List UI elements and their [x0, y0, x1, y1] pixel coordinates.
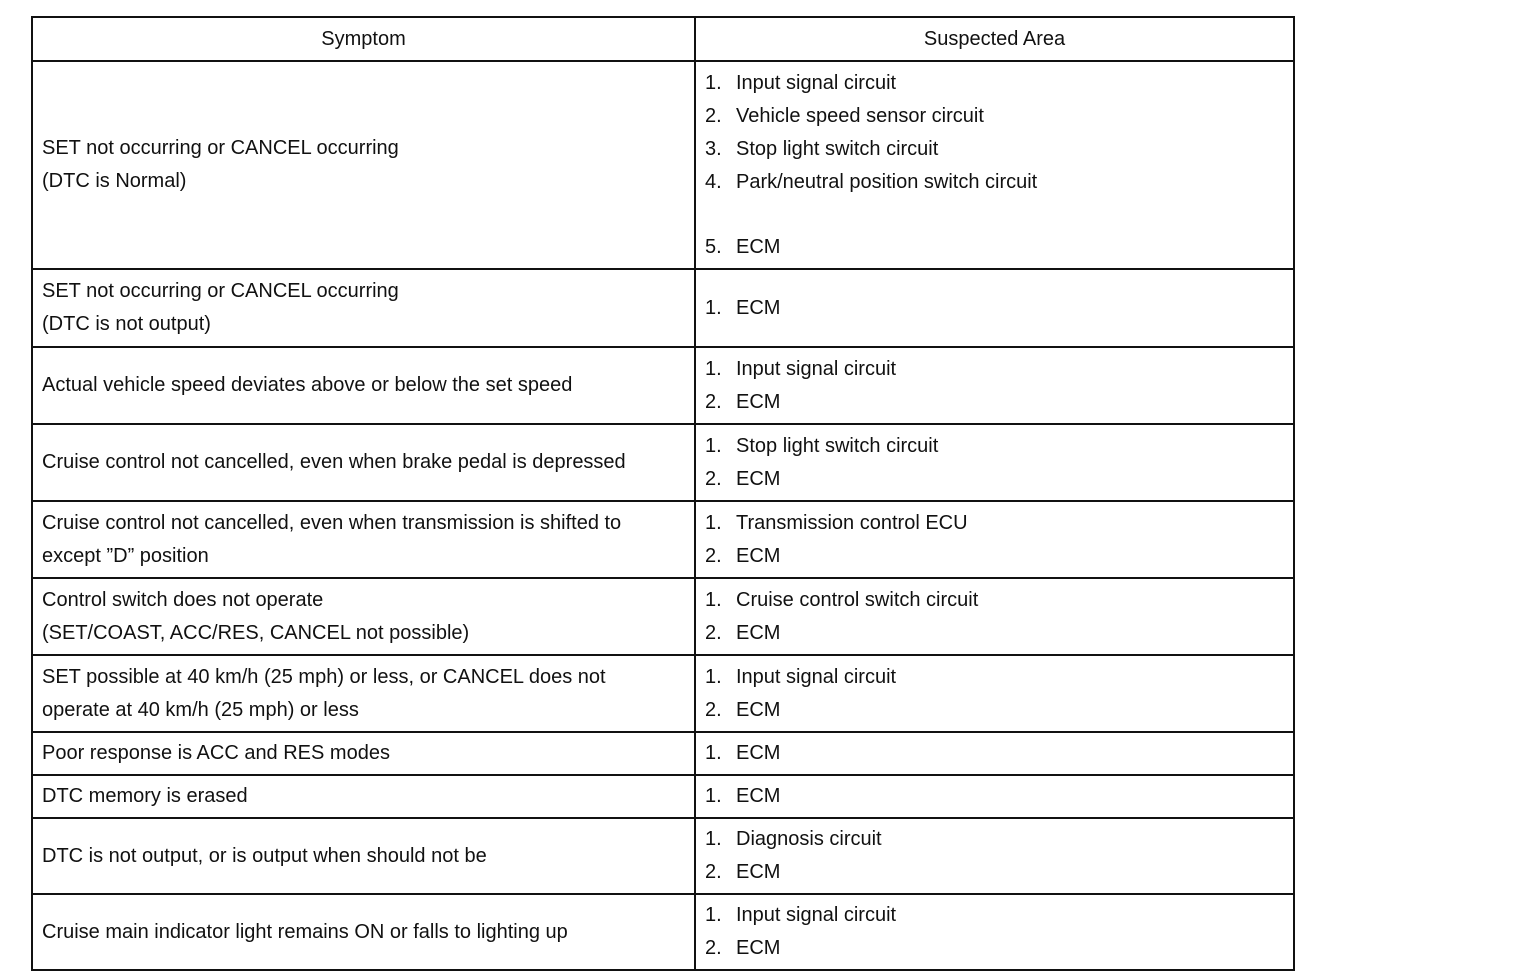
item-number: 1. — [705, 785, 722, 807]
table-header-row — [32, 17, 1294, 61]
area-list-item — [705, 737, 1293, 770]
area-list-item — [705, 100, 1293, 133]
area-list-item — [705, 661, 1293, 694]
symptom-cell — [32, 732, 695, 775]
area-list-item — [705, 463, 1293, 496]
suspected-area-cell — [695, 501, 1294, 578]
item-number: 2. — [705, 621, 722, 644]
item-number: 2. — [705, 390, 722, 413]
item-number: 2. — [705, 544, 722, 567]
item-number: 1. — [705, 828, 722, 850]
area-list-item — [705, 353, 1293, 386]
symptom-cell — [32, 347, 695, 424]
symptom-cell — [32, 61, 695, 269]
suspected-area-cell — [695, 347, 1294, 424]
symptom-cell — [32, 501, 695, 578]
item-number: 2. — [705, 698, 722, 721]
symptom-column-header: Symptom — [32, 17, 695, 61]
item-text: ECM — [736, 937, 781, 959]
item-number: 1. — [705, 665, 722, 688]
suspected-area-cell — [695, 578, 1294, 655]
symptom-text: Cruise main indicator light remains ON or falls to lighting up — [42, 920, 568, 943]
item-text: ECM — [736, 785, 781, 807]
item-text: Stop light switch circuit — [736, 137, 939, 160]
symptom-cell — [32, 894, 695, 970]
suspected-area-cell — [695, 894, 1294, 970]
item-number: 1. — [705, 357, 722, 380]
item-text: ECM — [736, 621, 781, 644]
suspected-area-cell — [695, 269, 1294, 347]
suspected-area-cell — [695, 818, 1294, 894]
item-text: ECM — [736, 235, 781, 258]
area-list-item — [705, 430, 1293, 463]
item-number: 3. — [705, 137, 722, 160]
symptom-cell — [32, 269, 695, 347]
symptom-text: Poor response is ACC and RES modes — [42, 742, 390, 764]
area-list-item — [705, 780, 1293, 813]
symptom-text: Actual vehicle speed deviates above or below the set speed — [42, 374, 573, 396]
symptom-text: operate at 40 km/h (25 mph) or less — [42, 698, 359, 721]
table-row — [32, 655, 1294, 732]
suspected-area-cell — [695, 732, 1294, 775]
area-list-item — [705, 231, 1293, 264]
area-list-item — [705, 507, 1293, 540]
area-list-item — [705, 823, 1293, 856]
item-text: ECM — [736, 861, 781, 883]
item-text: Input signal circuit — [736, 665, 897, 688]
symptom-text: Cruise control not cancelled, even when brake pedal is depressed — [42, 451, 626, 473]
item-text: Cruise control switch circuit — [736, 588, 979, 611]
suspected-area-cell — [695, 775, 1294, 818]
area-list-item — [705, 617, 1293, 650]
item-number: 1. — [705, 296, 722, 319]
table-row — [32, 818, 1294, 894]
suspected-area-cell — [695, 424, 1294, 501]
item-text: ECM — [736, 742, 781, 764]
area-list-item — [705, 694, 1293, 727]
symptom-text: (DTC is Normal) — [42, 170, 187, 192]
table-row — [32, 347, 1294, 424]
item-text: ECM — [736, 467, 781, 490]
table-row — [32, 501, 1294, 578]
item-number: 2. — [705, 467, 722, 490]
table-row — [32, 269, 1294, 347]
item-text: Vehicle speed sensor circuit — [736, 104, 984, 127]
item-number: 1. — [705, 588, 722, 611]
item-text: Diagnosis circuit — [736, 828, 882, 850]
area-list-item — [705, 386, 1293, 419]
item-number: 1. — [705, 434, 722, 457]
suspected-area-column-header: Suspected Area — [695, 17, 1294, 61]
symptom-text: (SET/COAST, ACC/RES, CANCEL not possible) — [42, 621, 470, 644]
symptom-text: Cruise control not cancelled, even when transmission is shifted to — [42, 511, 622, 534]
item-number: 2. — [705, 104, 722, 127]
symptom-text: DTC is not output, or is output when should not be — [42, 844, 487, 867]
item-text: Input signal circuit — [736, 904, 897, 926]
item-text: Park/neutral position switch circuit — [736, 170, 1038, 193]
item-number: 2. — [705, 937, 722, 959]
symptom-cell — [32, 578, 695, 655]
item-text: ECM — [736, 698, 781, 721]
item-number: 2. — [705, 861, 722, 883]
symptom-text: Control switch does not operate — [42, 588, 324, 611]
item-text: ECM — [736, 390, 781, 413]
troubleshooting-table — [31, 16, 1295, 971]
table-row — [32, 424, 1294, 501]
symptom-cell — [32, 655, 695, 732]
table-row — [32, 775, 1294, 818]
symptom-text: SET not occurring or CANCEL occurring — [42, 280, 399, 302]
item-number: 1. — [705, 511, 722, 534]
area-list-item — [705, 133, 1293, 166]
area-list-item — [705, 540, 1293, 573]
item-number: 1. — [705, 904, 722, 926]
table-row — [32, 61, 1294, 269]
symptom-cell — [32, 818, 695, 894]
item-text: ECM — [736, 296, 781, 319]
symptom-text: except ”D” position — [42, 544, 209, 567]
item-text: Input signal circuit — [736, 71, 897, 94]
suspected-area-cell — [695, 61, 1294, 269]
table-row — [32, 578, 1294, 655]
item-number: 4. — [705, 170, 722, 193]
symptom-text: SET not occurring or CANCEL occurring — [42, 137, 399, 159]
item-text: ECM — [736, 544, 781, 567]
symptom-text: DTC memory is erased — [42, 785, 248, 807]
area-list-item — [705, 166, 1293, 199]
item-number: 1. — [705, 71, 722, 94]
area-list-item — [705, 584, 1293, 617]
item-text: Input signal circuit — [736, 357, 897, 380]
area-list-item — [705, 932, 1293, 965]
symptom-text: SET possible at 40 km/h (25 mph) or less, or CANCEL does not — [42, 665, 606, 688]
symptom-cell — [32, 775, 695, 818]
area-list-item — [705, 67, 1293, 100]
item-number: 1. — [705, 742, 722, 764]
symptom-text: (DTC is not output) — [42, 313, 211, 335]
table-row — [32, 732, 1294, 775]
item-text: Stop light switch circuit — [736, 434, 939, 457]
item-number: 5. — [705, 235, 722, 258]
symptom-cell — [32, 424, 695, 501]
table-row — [32, 894, 1294, 970]
area-list-item — [705, 856, 1293, 889]
area-list-item — [705, 292, 1293, 325]
suspected-area-cell — [695, 655, 1294, 732]
area-list-item — [705, 899, 1293, 932]
item-text: Transmission control ECU — [736, 511, 968, 534]
